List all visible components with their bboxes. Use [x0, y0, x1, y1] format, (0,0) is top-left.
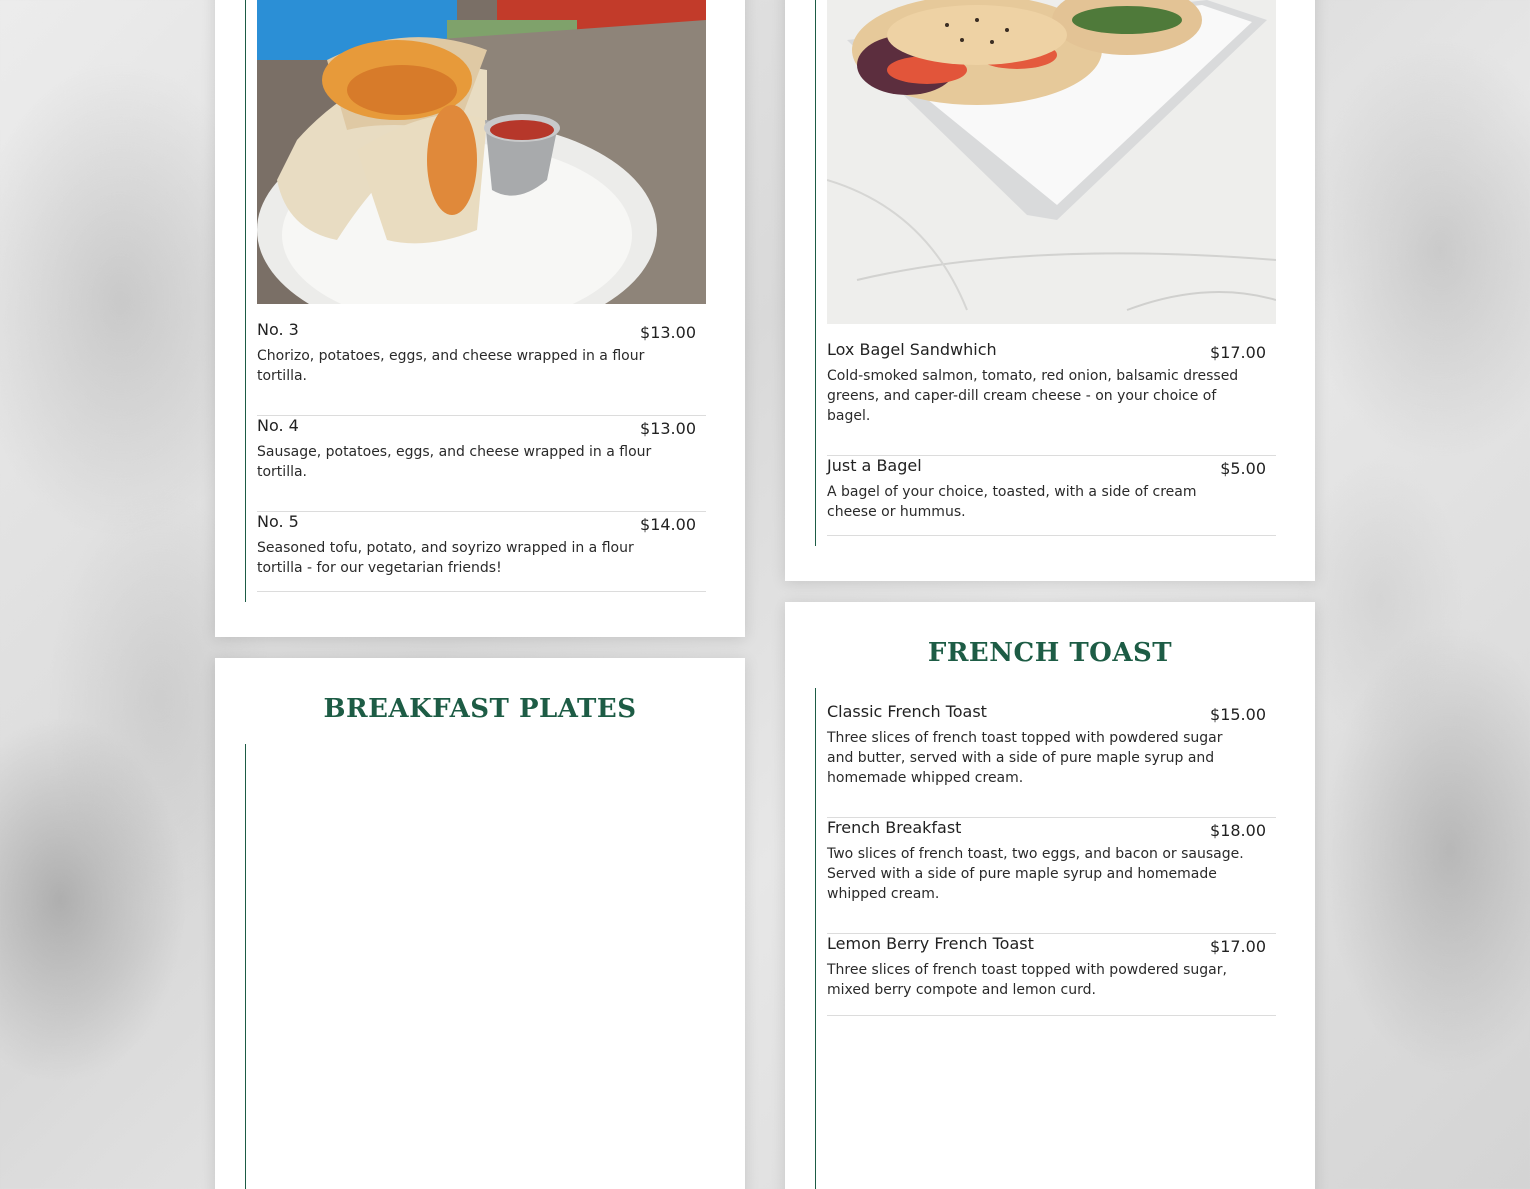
menu-item	[257, 416, 706, 512]
item-description: Sausage, potatoes, eggs, and cheese wrapped in a flour tortilla.	[257, 444, 652, 480]
section-title: BREAKFAST PLATES	[323, 694, 637, 724]
item-price: $14.00	[640, 515, 696, 534]
menu-item	[827, 340, 1276, 456]
item-price: $15.00	[1210, 705, 1266, 724]
item-name: Lox Bagel Sandwhich	[827, 340, 997, 359]
item-description: Cold-smoked salmon, tomato, red onion, balsamic dressed greens, and caper-dill cream cheese - on your choice of bagel.	[827, 368, 1239, 424]
item-description: Chorizo, potatoes, eggs, and cheese wrapped in a flour tortilla.	[257, 348, 645, 384]
item-description: Three slices of french toast topped with powdered sugar, mixed berry compote and lemon curd.	[827, 962, 1227, 998]
burritos-list	[245, 0, 735, 602]
menu-item	[827, 702, 1276, 818]
french-toast-list	[815, 688, 1305, 1189]
menu-item	[827, 818, 1276, 934]
menu-item	[827, 456, 1276, 536]
item-description: A bagel of your choice, toasted, with a side of cream cheese or hummus.	[827, 484, 1197, 520]
item-name: No. 5	[257, 512, 299, 531]
item-price: $17.00	[1210, 937, 1266, 956]
menu-item	[257, 512, 706, 592]
bagels-list	[815, 0, 1305, 546]
item-price: $17.00	[1210, 343, 1266, 362]
item-description: Three slices of french toast topped with powdered sugar and butter, served with a side of pure maple syrup and homemade whipped cream.	[827, 730, 1223, 786]
menu-item	[257, 320, 706, 416]
item-name: French Breakfast	[827, 818, 962, 837]
item-price: $13.00	[640, 419, 696, 438]
menu-item	[827, 934, 1276, 1016]
lox-bagel-sandwich-photo	[827, 0, 1276, 324]
breakfast-plates-card	[215, 658, 745, 1189]
item-name: Lemon Berry French Toast	[827, 934, 1034, 953]
item-name: Just a Bagel	[827, 456, 922, 475]
item-price: $18.00	[1210, 821, 1266, 840]
french-toast-card	[785, 602, 1315, 1189]
item-name: No. 4	[257, 416, 299, 435]
item-description: Two slices of french toast, two eggs, and bacon or sausage. Served with a side of pure maple syrup and homemade whipped cream.	[827, 846, 1244, 902]
item-description: Seasoned tofu, potato, and soyrizo wrapped in a flour tortilla - for our vegetarian friends!	[257, 540, 634, 576]
item-price: $5.00	[1220, 459, 1266, 478]
burritos-card	[215, 0, 745, 637]
item-name: No. 3	[257, 320, 299, 339]
breakfast-burrito-photo	[257, 0, 706, 304]
item-price: $13.00	[640, 323, 696, 342]
section-title: FRENCH TOAST	[927, 638, 1173, 668]
item-name: Classic French Toast	[827, 702, 987, 721]
breakfast-plates-list	[245, 744, 735, 1189]
bagels-card	[785, 0, 1315, 581]
